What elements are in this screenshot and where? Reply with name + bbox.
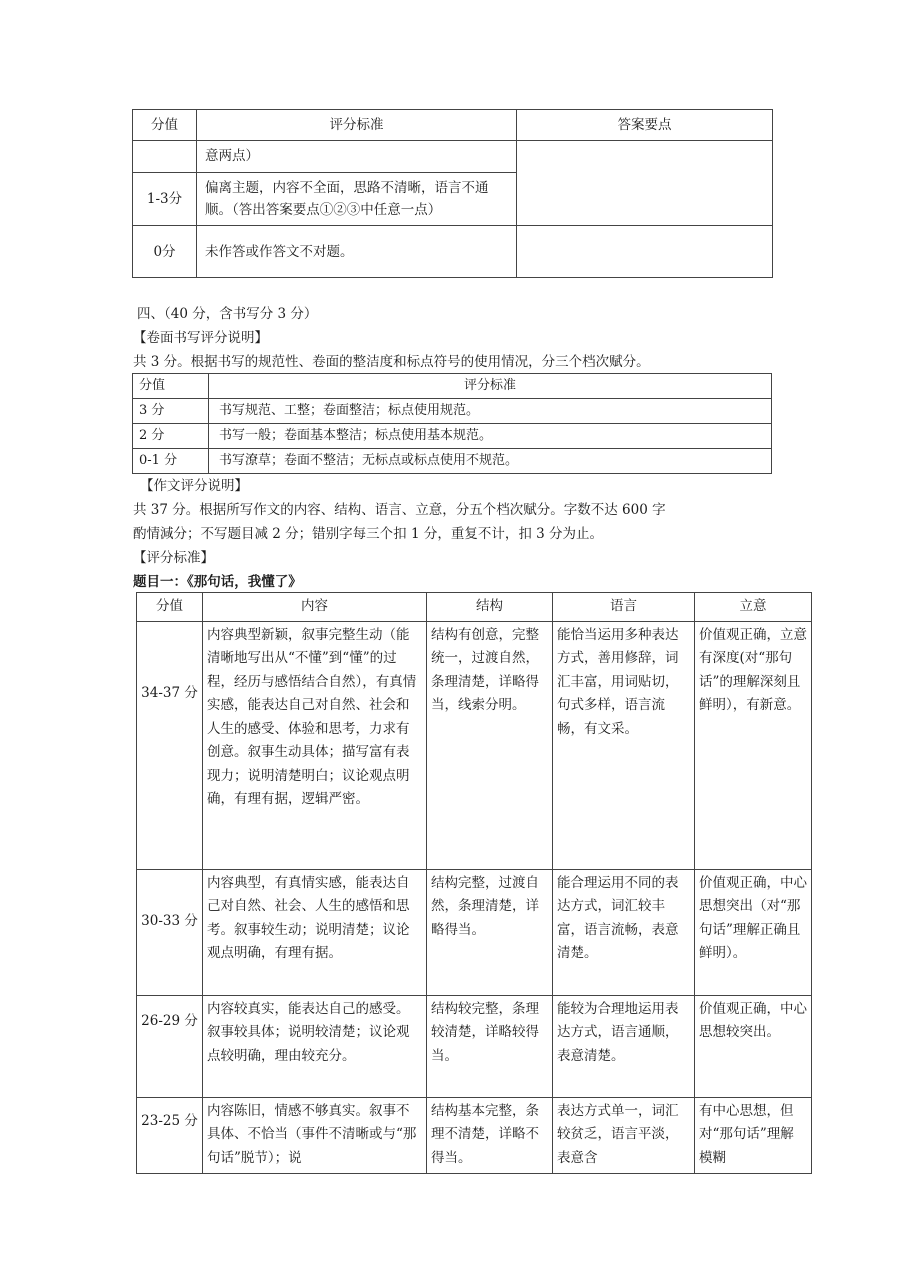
row-score: 0分 xyxy=(133,226,197,278)
criteria-title: 【评分标准】 xyxy=(133,550,214,566)
table-header-row xyxy=(133,110,773,141)
table-header-row xyxy=(137,593,812,622)
row-structure: 结构完整，过渡自然，条理清楚，详略得当。 xyxy=(427,869,553,995)
row-idea: 价值观正确，中心思想突出（对“那句话”理解正确且鲜明）。 xyxy=(695,869,812,995)
table-row xyxy=(133,449,772,474)
header-answer-points: 答案要点 xyxy=(517,110,773,141)
header-criteria: 评分标准 xyxy=(209,374,772,399)
row-idea: 有中心思想，但对“那句话”理解模糊 xyxy=(695,1097,812,1173)
row-score: 23-25 分 xyxy=(137,1097,203,1173)
table-row xyxy=(137,1097,812,1173)
row-idea: 价值观正确，立意有深度(对“那句话”的理解深刻且鲜明），有新意。 xyxy=(695,621,812,869)
table-row xyxy=(137,869,812,995)
header-criteria: 评分标准 xyxy=(197,110,517,141)
row-score: 2 分 xyxy=(133,424,209,449)
essay-desc-line1: 共 37 分。根据所写作文的内容、结构、语言、立意，分五个档次赋分。字数不达 600 字 xyxy=(133,502,666,518)
essay-desc-line2: 酌情減分；不写题目减 2 分；错别字每三个扣 1 分，重复不计，扣 3 分为止。 xyxy=(133,526,604,542)
row-score: 3 分 xyxy=(133,399,209,424)
row-language: 能恰当运用多种表达方式，善用修辞，词汇丰富，用词贴切，句式多样，语言流畅，有文采。 xyxy=(553,621,695,869)
row-structure: 结构基本完整，条理不清楚，详略不得当。 xyxy=(427,1097,553,1173)
answer-points-cell xyxy=(517,141,773,226)
row-criteria: 偏离主题，内容不全面，思路不清晰，语言不通顺。（答出答案要点①②③中任意一点） xyxy=(197,173,517,226)
table-row xyxy=(137,995,812,1097)
header-structure: 结构 xyxy=(427,593,553,622)
header-score: 分值 xyxy=(133,374,209,399)
row-language: 能较为合理地运用表达方式，语言通顺，表意清楚。 xyxy=(553,995,695,1097)
row-language: 能合理运用不同的表达方式，词汇较丰富，语言流畅，表意清楚。 xyxy=(553,869,695,995)
row-score: 30-33 分 xyxy=(137,869,203,995)
row-score xyxy=(133,141,197,173)
header-score: 分值 xyxy=(137,593,203,622)
header-language: 语言 xyxy=(553,593,695,622)
topic-title: 题目一：《那句话，我懂了》 xyxy=(133,574,302,590)
header-idea: 立意 xyxy=(695,593,812,622)
row-structure: 结构有创意，完整统一，过渡自然，条理清楚，详略得当，线索分明。 xyxy=(427,621,553,869)
row-language: 表达方式单一，词汇较贫乏，语言平淡，表意含 xyxy=(553,1097,695,1173)
essay-title: 【作文评分说明】 xyxy=(140,478,248,494)
section-heading: 四、（40 分，含书写分 3 分） xyxy=(137,306,318,322)
header-content: 内容 xyxy=(203,593,427,622)
essay-score-table xyxy=(136,592,812,1174)
table-row xyxy=(133,424,772,449)
row-criteria: 书写潦草；卷面不整洁；无标点或标点使用不规范。 xyxy=(209,449,772,474)
row-score: 1-3分 xyxy=(133,173,197,226)
row-criteria: 意两点） xyxy=(197,141,517,173)
row-content: 内容较真实，能表达自己的感受。叙事较具体；说明较清楚；议论观点较明确，理由较充分。 xyxy=(203,995,427,1097)
writing-score-table xyxy=(132,373,772,474)
row-score: 34-37 分 xyxy=(137,621,203,869)
row-content: 内容陈旧，情感不够真实。叙事不具体、不恰当（事件不清晰或与“那句话”脱节）；说 xyxy=(203,1097,427,1173)
row-structure: 结构较完整，条理较清楚，详略较得当。 xyxy=(427,995,553,1097)
table-row xyxy=(137,621,812,869)
table-row xyxy=(133,399,772,424)
table-row xyxy=(133,226,773,278)
row-criteria: 未作答或作答文不对题。 xyxy=(197,226,517,278)
row-score: 0-1 分 xyxy=(133,449,209,474)
row-score: 26-29 分 xyxy=(137,995,203,1097)
row-criteria: 书写一般；卷面基本整洁；标点使用基本规范。 xyxy=(209,424,772,449)
table-row xyxy=(133,141,773,173)
table-header-row xyxy=(133,374,772,399)
answer-criteria-table xyxy=(132,109,773,278)
answer-points-cell xyxy=(517,226,773,278)
writing-desc: 共 3 分。根据书写的规范性、卷面的整洁度和标点符号的使用情况，分三个档次赋分。 xyxy=(133,354,650,370)
header-score: 分值 xyxy=(133,110,197,141)
writing-title: 【卷面书写评分说明】 xyxy=(133,330,268,346)
row-idea: 价值观正确，中心思想较突出。 xyxy=(695,995,812,1097)
row-content: 内容典型新颖，叙事完整生动（能清晰地写出从“不懂”到“懂”的过程，经历与感悟结合自然），有真情实感，能表达自己对自然、社会和人生的感受、体验和思考，力求有创意。叙事生动具体；描写富有表现力；说明清楚明白；议论观点明确，有理有据，逻辑严密。 xyxy=(203,621,427,869)
row-criteria: 书写规范、工整；卷面整洁；标点使用规范。 xyxy=(209,399,772,424)
row-content: 内容典型，有真情实感，能表达自己对自然、社会、人生的感悟和思考。叙事较生动；说明清楚；议论观点明确，有理有据。 xyxy=(203,869,427,995)
